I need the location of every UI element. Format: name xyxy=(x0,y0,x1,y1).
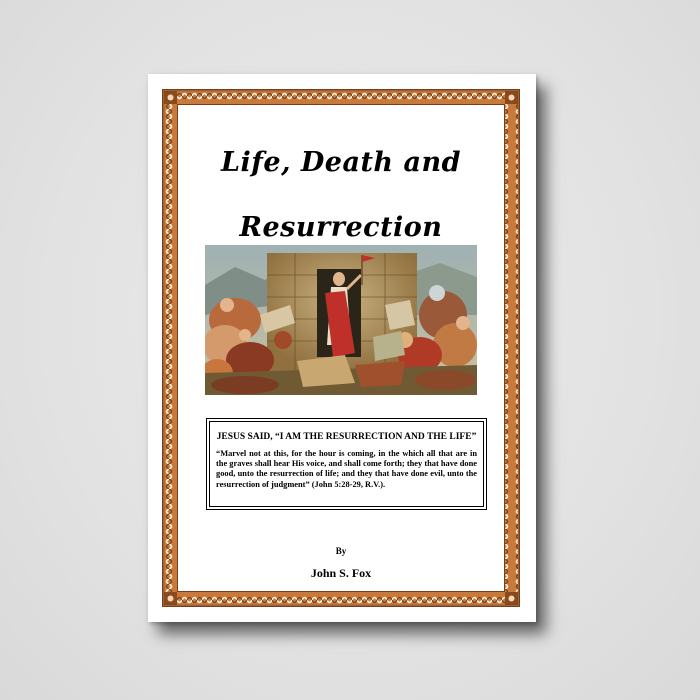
book-cover xyxy=(148,74,536,622)
title-line-2: Resurrection xyxy=(239,212,443,243)
resurrection-painting xyxy=(205,245,477,395)
quote-text: “Marvel not at this, for the hour is coming, in the which all that are in the graves shall hear His voice, and shall come forth; they that have done good, unto the resurrection of life; and they that have done evil, unto the resurrection of judgment” (John 5:28-29, R.V.). xyxy=(216,449,477,489)
cover-content xyxy=(178,105,504,591)
author-name: John S. Fox xyxy=(310,566,372,580)
scripture-quote-box xyxy=(209,421,484,507)
title-line-1: Life, Death and xyxy=(221,147,461,178)
by-label: By xyxy=(335,546,347,556)
quote-heading: JESUS SAID, “I AM THE RESURRECTION AND THE LIFE” xyxy=(216,432,477,442)
